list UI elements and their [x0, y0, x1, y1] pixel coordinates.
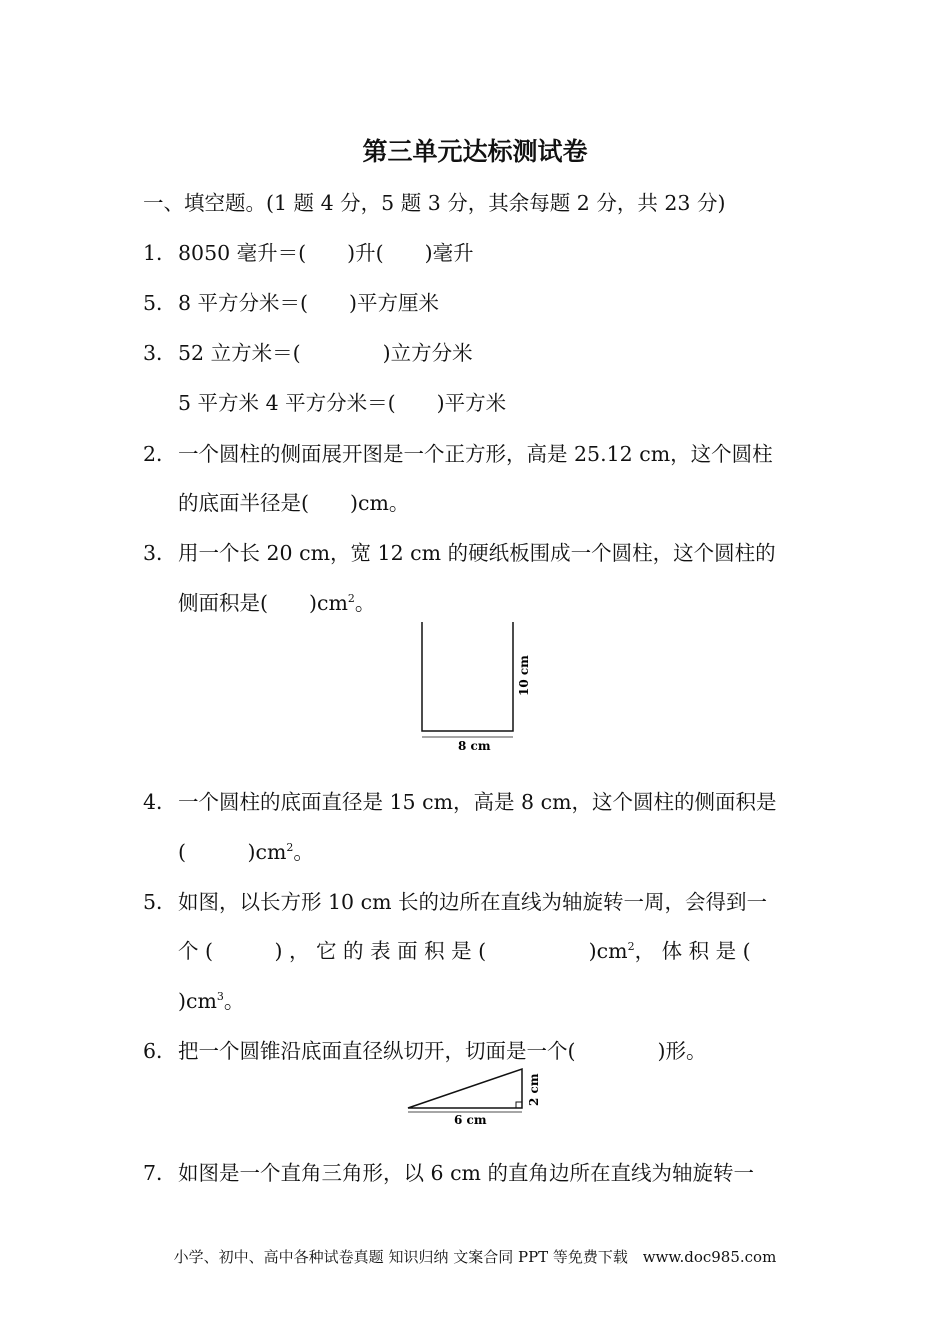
height-label: 10 cm: [517, 655, 531, 696]
question-text: 5 平方米 4 平方分米＝( )平方米: [178, 391, 507, 415]
question-number: 1．: [143, 241, 177, 265]
question-text: 一个圆柱的底面直径是 15 cm，高是 8 cm，这个圆柱的侧面积是: [178, 790, 777, 814]
question-line: [178, 586, 375, 616]
question-text: 一个圆柱的侧面展开图是一个正方形，高是 25.12 cm，这个圆柱: [178, 442, 773, 466]
page-footer: [0, 1246, 950, 1267]
question-line: [178, 386, 506, 416]
section-heading: 一、填空题。(1 题 4 分，5 题 3 分，其余每题 2 分，共 23 分): [143, 191, 726, 215]
question-line: [178, 934, 751, 964]
right-angle-mark: [516, 1102, 522, 1108]
question-number: 7．: [143, 1161, 177, 1185]
question-line: [143, 437, 773, 467]
right-triangle-outline: [408, 1069, 522, 1108]
question-text: 如图是一个直角三角形，以 6 cm 的直角边所在直线为轴旋转一: [178, 1161, 755, 1185]
question-text: 。: [354, 591, 376, 615]
footer-text: 小学、初中、高中各种试卷真题 知识归纳 文案合同 PPT 等免费下载: [173, 1248, 628, 1266]
question-number: 3．: [143, 541, 177, 565]
superscript: 3: [216, 990, 224, 1004]
footer-url[interactable]: www.doc985.com: [642, 1248, 777, 1266]
question-number: 3．: [143, 341, 177, 365]
width-label: 8 cm: [458, 739, 491, 753]
question-line: [143, 536, 776, 566]
question-number: 2．: [143, 442, 177, 466]
triangle-figure: [400, 1064, 560, 1130]
rectangle-figure: [400, 618, 550, 760]
question-text: 8 平方分米＝( )平方厘米: [178, 291, 440, 315]
superscript: 2: [347, 592, 355, 606]
question-text: 52 立方米＝( )立方分米: [178, 341, 473, 365]
superscript: 2: [627, 940, 635, 954]
question-text: 。: [223, 989, 245, 1013]
question-number: 4．: [143, 790, 177, 814]
question-number: 5．: [143, 890, 177, 914]
height-label: 2 cm: [527, 1073, 541, 1106]
question-text: )cm: [178, 989, 217, 1013]
question-text: ( )cm: [178, 840, 287, 864]
question-text: 侧面积是( )cm: [178, 591, 348, 615]
superscript: 2: [286, 841, 294, 855]
question-text: 个 ( ) ， 它 的 表 面 积 是 ( )cm: [178, 939, 628, 963]
question-text: 的底面半径是( )cm。: [178, 491, 410, 515]
question-text: ， 体 积 是 (: [634, 939, 751, 963]
question-line: [143, 785, 777, 815]
question-line: [143, 1034, 707, 1064]
question-text: 用一个长 20 cm，宽 12 cm 的硬纸板围成一个圆柱，这个圆柱的: [178, 541, 776, 565]
question-line: [143, 236, 474, 266]
question-line: [178, 984, 244, 1014]
question-text: 把一个圆锥沿底面直径纵切开，切面是一个( )形。: [178, 1039, 707, 1063]
question-line: [143, 286, 439, 316]
question-text: 如图，以长方形 10 cm 长的边所在直线为轴旋转一周，会得到一: [178, 890, 768, 914]
question-text: 。: [293, 840, 314, 864]
question-number: 5．: [143, 291, 177, 315]
page-title: 第三单元达标测试卷: [362, 137, 588, 166]
question-line: [143, 1156, 754, 1186]
question-line: [143, 885, 767, 915]
question-line: [143, 336, 473, 366]
rectangle-outline: [422, 622, 513, 731]
question-line: [178, 486, 409, 516]
question-number: 6．: [143, 1039, 177, 1063]
question-line: [178, 835, 314, 865]
question-text: 8050 毫升＝( )升( )毫升: [178, 241, 474, 265]
base-label: 6 cm: [454, 1113, 487, 1127]
